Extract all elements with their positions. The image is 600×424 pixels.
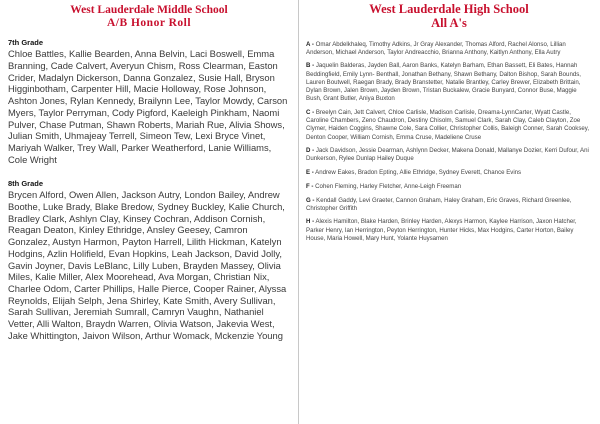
eighth-grade-heading: 8th Grade <box>8 179 44 189</box>
grade-block-d <box>306 147 592 163</box>
grade-letter: F - <box>306 182 314 190</box>
grade-names: Jaquelin Balderas, Jayden Ball, Aaron Banks, Katelyn Barham, Ethan Bassett, Eli Bates, Hannah Beddingfield, Emily Lynn- Benthall, Jonathan Bethany, Shawn Bethany, Dalton Bishop, Sarah Bounds, Lauren Boutwell, Raegan Brady, Brady Branstetter, Natalie Brantley, Carley Brewer, Elizabeth Brittain, Dylan Brown, Jalen Brown, Jayden Brown, Tristan Buckalew, Gracie Bunyard, Connor Buse, Maggie Bush, Grant Butler, Aniya Buxton <box>306 62 581 103</box>
grade-names: Andrew Eakes, Bradon Epting, Allie Ethridge, Sydney Everett, Chance Evins <box>315 169 522 177</box>
middle-school-column <box>0 0 296 424</box>
grade-names: Jack Davidson, Jessie Dearman, Ashlynn Decker, Makena Donald, Mallanye Dozier, Kerri Dufour, Ani Dunkerson, Rylee Dunlap Hailey Duque <box>306 147 589 163</box>
high-school-title: West Lauderdale High School <box>369 2 529 16</box>
grade-names: Kendall Gaddy, Levi Graeter, Cannon Graham, Haley Graham, Eric Graves, Richard Greenlee, Christopher Griffith <box>306 196 572 212</box>
high-school-grade-list <box>306 41 592 244</box>
grade-block-f <box>306 183 592 191</box>
middle-school-title: West Lauderdale Middle School <box>70 4 228 16</box>
grade-names: Cohen Fleming, Harley Fletcher, Anne-Leigh Freeman <box>315 182 462 190</box>
grade-letter: D - <box>306 147 315 155</box>
grade-names: Omar Abdelkhaleq, Timothy Adkins, Jr Gray Alexander, Thomas Alford, Rachel Alonso, Lillian Anderson, Michael Anderson, Taylor Andreacchio, Brianna Anthony, Kaitlyn Anthony, Ella Autry <box>306 40 566 56</box>
grade-names: Breelyn Cain, Jett Calvert, Chloe Carlisle, Madison Carlisle, Dreama-LynnCarter, Wyatt Castle, Caroline Chambers, Zeno Chaudron, Destiny Chisolm, Samuel Clark, Sarah Clay, Caleb Clayton, Zoe Clymer, Haiden Coggins, Shawne Cole, Sara Collier, Christopher Collis, Baleigh Conner, Sarah Cooksey, Denton Cooper, William Cornish, Emma Cruse, Madeliene Cruse <box>306 108 590 141</box>
grade-letter: G - <box>306 196 315 204</box>
seventh-grade-heading: 7th Grade <box>8 38 44 48</box>
grade-letter: C - <box>306 108 315 116</box>
middle-school-subtitle: A/B Honor Roll <box>106 16 192 29</box>
high-school-subtitle: All A's <box>431 15 467 30</box>
column-divider <box>298 0 299 424</box>
grade-block-b <box>306 62 592 103</box>
high-school-column <box>296 0 600 424</box>
eighth-grade-names: Brycen Alford, Owen Allen, Jackson Autry, London Bailey, Andrew Boothe, Luke Brady, Blake Bredow, Sydney Buckley, Kalie Church, Bradley Clark, Ashlyn Clay, Kinsey Cochran, Addison Cornish, Reagan Deaton, Kinley Ethridge, Ansley Geesey, Camron Gonzalez, Austyn Harmon, Payton Harrell, Lilith Hickman, Katelyn Hodgins, Azlin Holifield, Evan Hopkins, Leah Jackson, David Jolly, Gavin Joyner, Davis LeBlanc, Lilly Luben, Brayden Massey, Olivia Miles, Kalie Miller, Alex Moorehead, Ava Morgan, Christian Nix, Charlee Odom, Carter Phillips, Halle Pierce, Cooper Rainer, Alyssa Reynolds, Elijah Selph, Jena Shirley, Kate Smith, Avery Sullivan, Sarah Sullivan, Jeremiah Sumrall, Camryn Vaughn, Nathaniel Vetter, Alli Walton, Braydn Warren, Olivia Watson, Jakevia West, Jake Whittington, Jaivon Wilson, Arthur Womack, Mckenzie Young <box>8 189 287 341</box>
grade-names: Alexis Hamilton, Blake Harden, Brinley Harden, Alexys Harmon, Kaylee Harrison, Jaxon Hatcher, Parker Henry, Ian Herrington, Peyton Herrington, Hunter Hicks, Max Hodgins, Carter Horton, Bailey House, Maria Howell, Mary Hunt, Yolante Huysamen <box>306 218 577 242</box>
grade-block-c <box>306 109 592 142</box>
grade-letter: A - <box>306 40 314 48</box>
seventh-grade-names: Chloe Battles, Kallie Bearden, Anna Belvin, Laci Boswell, Emma Branning, Cade Calvert, Averyun Chism, Ross Clearman, Easton Crider, Madalyn Dickerson, Danna Gonzalez, Susie Hall, Bryson Higginbotham, Carpenter Hill, Macie Holloway, Rose Johnson, Ashton Jones, Rylan Kennedy, Brailynn Lee, Taylor Mowdy, Carson Myers, Taylor Perryman, Cody Pigford, Kaeleigh Pinkham, Naomi Pulver, Chase Putman, Shawn Roberts, Mariah Rue, Alivia Shows, Julian Smith, Uhmajeay Terrell, Simeon Tew, Lexi Bryce Vinet, Mariyah Walker, Trey Wall, Parker Weatherford, Lanie Williams, Cole Wright <box>8 48 288 165</box>
grade-block-a <box>306 41 592 57</box>
grade-letter: E - <box>306 169 314 177</box>
grade-letter: H - <box>306 218 315 226</box>
grade-block-e <box>306 169 592 177</box>
grade-block-h <box>306 218 592 243</box>
grade-block-g <box>306 197 592 213</box>
grade-letter: B - <box>306 62 315 70</box>
